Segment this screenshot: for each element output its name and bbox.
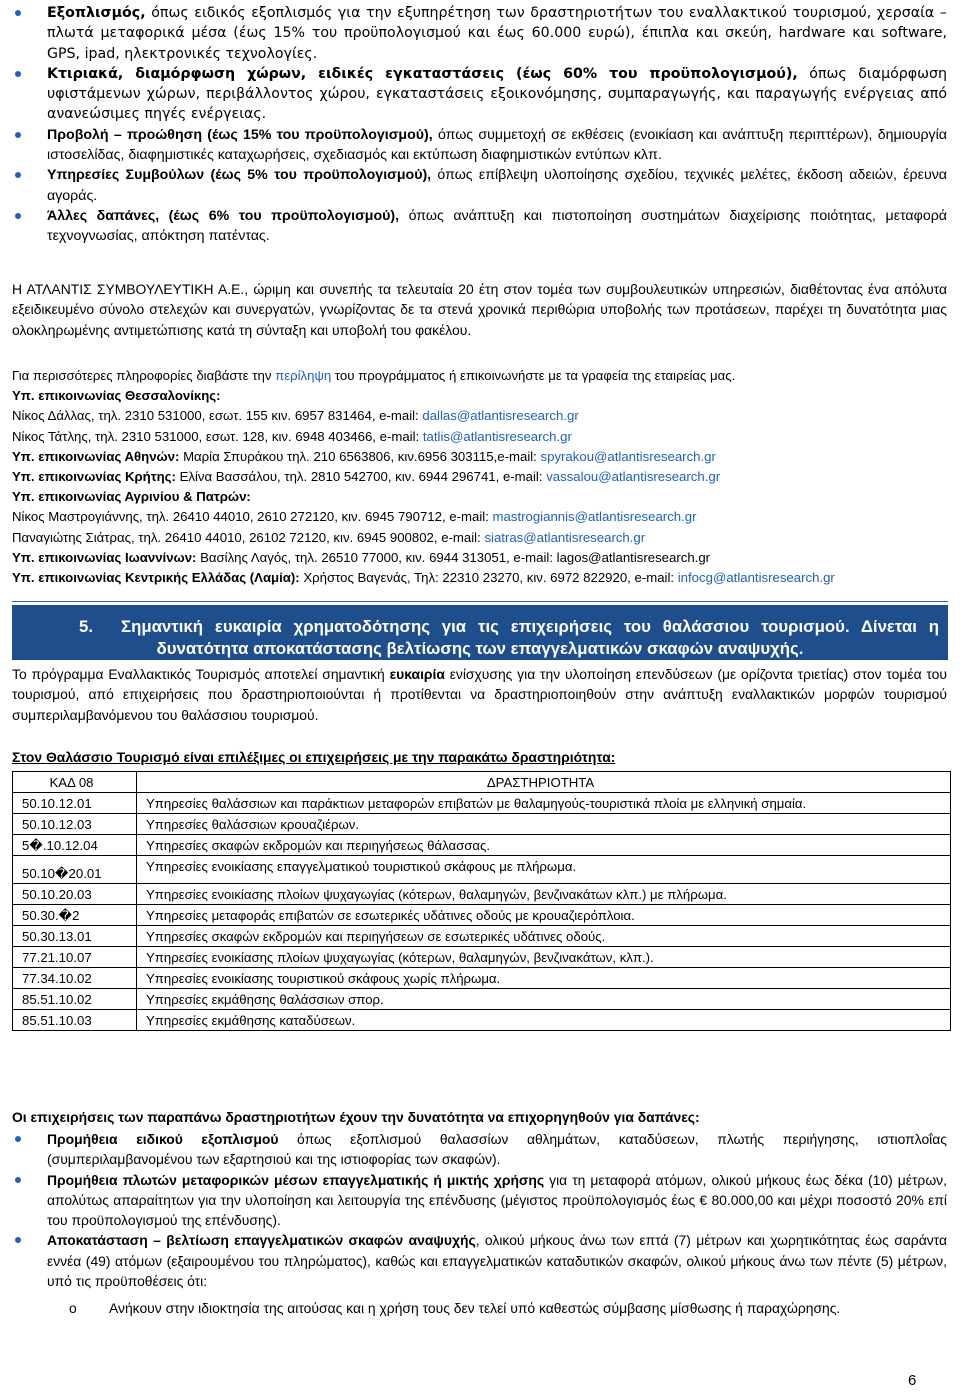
desc-cell: Υπηρεσίες ενοικίασης τουριστικού σκάφους χωρίς πλήρωμα.: [137, 968, 951, 989]
program-paragraph: Το πρόγραμμα Εναλλακτικός Τουρισμός αποτελεί σημαντική ευκαιρία ενίσχυσης για την υλοποίηση επενδύσεων (με ορίζοντα τριετίας) στον τομέα του τουρισμού, από επιχειρήσεις που δραστηριοποιούνται ή προτίθενται να δραστηριοποιηθούν στην ανάπτυξη εναλλακτικών μορφών τουρισμού συμπεριλαμβανόμενου του θαλάσσιου τουρισμού.: [12, 666, 948, 723]
list-item: Άλλες δαπάνες, (έως 6% του προϋπολογισμού), όπως ανάπτυξη και πιστοποίηση συστημάτων διαχείρισης ποιότητας, μεταφορά τεχνογνωσίας, απόκτηση πατέντας.: [0, 206, 947, 247]
contact-line: Νίκος Μαστρογιάννης, τηλ. 26410 44010, 2610 272120, κιν. 6945 790712, e-mail: mastrogiannis@atlantisresearch.gr: [12, 509, 697, 525]
code-cell: 85.51.10.03: [13, 1010, 137, 1031]
header-cell: ΔΡΑΣΤΗΡΙΟΤΗΤΑ: [137, 772, 951, 793]
table-row: [13, 1010, 951, 1031]
table-row: [13, 856, 951, 884]
desc-cell: Υπηρεσίες μεταφοράς επιβατών σε εσωτερικές υδάτινες οδούς με κρουαζιερόπλοια.: [137, 905, 951, 926]
code-cell: 77.34.10.02: [13, 968, 137, 989]
table-row: [13, 793, 951, 814]
email-link[interactable]: siatras@atlantisresearch.gr: [484, 529, 646, 545]
list-item: Προβολή – προώθηση (έως 15% του προϋπολογισμού), όπως συμμετοχή σε εκθέσεις (ενοικίαση και ανάπτυξη περιπτέρων), δημιουργία ιστοσελίδας, διαφημιστικές καταχωρήσεις, σχεδιασμός και εκτύπωση διαφημιστικών εντύπων κλπ.: [0, 125, 947, 166]
code-cell: 50.30.�2: [13, 905, 137, 926]
email-link[interactable]: infocg@atlantisresearch.gr: [677, 570, 835, 586]
desc-cell: Υπηρεσίες ενοικίασης επαγγελματικού τουριστικού σκάφους με πλήρωμα.: [137, 856, 951, 884]
section-title-line2: δυνατότητα αποκατάστασης βελτίωσης των επαγγελματικών σκαφών αναψυχής.: [156, 639, 804, 658]
contact-label: Υπ. επικοινωνίας Θεσσαλονίκης:: [12, 388, 221, 404]
table-row: [13, 884, 951, 905]
activities-heading: Στον Θαλάσσιο Τουρισμό είναι επιλέξιμες οι επιχειρήσεις με την παρακάτω δραστηριότητα:: [12, 749, 616, 765]
desc-cell: Υπηρεσίες ενοικίασης πλοίων ψυχαγωγίας (κότερων, θαλαμηγών, βενζινακάτων, κλπ.).: [137, 947, 951, 968]
desc-cell: Υπηρεσίες εκμάθησης θαλάσσιων σπορ.: [137, 989, 951, 1010]
contact-label: Υπ. επικοινωνίας Αγρινίου & Πατρών:: [12, 489, 251, 505]
page-number: 6: [908, 1372, 917, 1389]
list-item: Κτιριακά, διαμόρφωση χώρων, ειδικές εγκαταστάσεις (έως 60% του προϋπολογισμού), όπως διαμόρφωση υφιστάμενων χώρων, περιβάλλοντος χώρου, εγκαταστάσεις εξοικονόμησης, συμπαραγωγής, και παραγωγής ενέργειας από ανανεώσιμες πηγές ενέργειας.: [0, 64, 947, 125]
contact-line: Υπ. επικοινωνίας Αθηνών: Μαρία Σπυράκου τηλ. 210 6563806, κιν.6956 303115,e-mail: spyrakou@atlantisresearch.gr: [12, 448, 716, 464]
desc-cell: Υπηρεσίες σκαφών εκδρομών και περιηγήσεως θάλασσας.: [137, 835, 951, 856]
section-banner: [12, 605, 948, 660]
list-item: Εξοπλισμός, όπως ειδικός εξοπλισμός για την εξυπηρέτηση των δραστηριοτήτων του εναλλακτικού τουρισμού, χερσαία – πλωτά μεταφορικά μέσα (έως 15% του προϋπολογισμού και έως 60.000 ευρώ), έπιπλα και σκεύη, hardware και software, GPS, ipad, ηλεκτρονικές τεχνολογίες.: [0, 3, 947, 64]
code-cell: 77.21.10.07: [13, 947, 137, 968]
summary-link[interactable]: περίληψη: [275, 368, 332, 383]
code-cell: 50.10.12.01: [13, 793, 137, 814]
activity-table: [12, 771, 951, 1031]
code-cell: 50.30.13.01: [13, 926, 137, 947]
contact-line: Υπ. επικοινωνίας Ιωαννίνων: Βασίλης Λαγός, τηλ. 26510 77000, κιν. 6944 313051, e-mail: lagos@atlantisresearch.gr: [12, 549, 711, 565]
table-row: [13, 926, 951, 947]
code-cell: 50.10.12.03: [13, 814, 137, 835]
email-link[interactable]: mastrogiannis@atlantisresearch.gr: [492, 509, 697, 525]
header-cell: ΚΑΔ 08: [13, 772, 137, 793]
table-row: [13, 905, 951, 926]
table-row: [13, 968, 951, 989]
section-number: 5.: [79, 617, 93, 636]
section-title-line1: Σημαντική ευκαιρία χρηματοδότησης για τις επιχειρήσεις του θαλάσσιου τουρισμού. Δίνεται η: [121, 617, 939, 636]
code-cell: 85.51.10.02: [13, 989, 137, 1010]
list-item: Αποκατάσταση – βελτίωση επαγγελματικών σκαφών αναψυχής, ολικού μήκους άνω των επτά (7) μέτρων και χωρητικότητας έως σαράντα εννέα (49) ατόμων (εξαιρουμένου του πληρώματος), καθώς και επαγγελματικών καταδυτικών σκαφών, ολικού μήκους άνω των πέντε (5) μέτρων, υπό τις προϋποθέσεις ότι:: [0, 1230, 947, 1291]
contact-line: Υπ. επικοινωνίας Κρήτης: Ελίνα Βασσάλου, τηλ. 2810 542700, κιν. 6944 296741, e-mail: vassalou@atlantisresearch.gr: [12, 469, 721, 485]
expenses-list: [0, 1129, 947, 1291]
code-cell: 5�.10.12.04: [13, 835, 137, 856]
contact-line: Παναγιώτης Σιάτρας, τηλ. 26410 44010, 26102 72120, κιν. 6945 900802, e-mail: siatras@atlantisresearch.gr: [12, 529, 646, 545]
list-item: Προμήθεια πλωτών μεταφορικών μέσων επαγγελματικής ή μικτής χρήσης για τη μεταφορά ατόμων, ολικού μήκους έως δέκα (10) μέτρων, απολύτως απαραίτητων για την υλοποίηση και λειτουργία της επένδυσης (μέγιστος προϋπολογισμός έως € 80.000,00 και μέχρι ποσοστό 20% επί του προϋπολογισμού της επένδυσης).: [0, 1170, 947, 1231]
desc-cell: Υπηρεσίες θαλάσσιων και παράκτιων μεταφορών επιβατών με θαλαμηγούς-τουριστικά πλοία με ελληνική σημαία.: [137, 793, 951, 814]
desc-cell: Υπηρεσίες ενοικίασης πλοίων ψυχαγωγίας (κότερων, θαλαμηγών, βενζινακάτων κλπ.) με πλήρωμα.: [137, 884, 951, 905]
email-link[interactable]: vassalou@atlantisresearch.gr: [546, 469, 721, 485]
atlantis-paragraph: Η ΑΤΛΑΝΤΙΣ ΣΥΜΒΟΥΛΕΥΤΙΚΗ Α.Ε., ώριμη και συνεπής τα τελευταία 20 έτη στον τομέα των συμβουλευτικών υπηρεσιών, διαθέτοντας ένα απόλυτα εξειδικευμένο σύνολο στελεχών και συνεργατών, γνωρίζοντας δε τα στενά χρονικά περιθώρια υποβολής των προτάσεων, παρέχει τη δυνατότητα μιας ολοκληρωμένης αντιμετώπισης κατά τη σύνταξη και υποβολή του φακέλου.: [12, 281, 947, 338]
table-row: [13, 835, 951, 856]
eligible-costs-list: [0, 3, 947, 247]
contact-line: Υπ. επικοινωνίας Κεντρικής Ελλάδας (Λαμία): Χρήστος Βαγενάς, Τηλ: 22310 23270, κιν. 6972 822920, e-mail: infocg@atlantisresearch.gr: [12, 570, 835, 586]
table-row: [13, 814, 951, 835]
list-item: Υπηρεσίες Συμβούλων (έως 5% του προϋπολογισμού), όπως επίβλεψη υλοποίησης σχεδίου, τεχνικές μελέτες, έκδοση αδειών, έρευνα αγοράς.: [0, 165, 947, 206]
section-divider: [12, 601, 948, 602]
contact-line: Νίκος Τάτλης, τηλ. 2310 531000, εσωτ. 128, κιν. 6948 403466, e-mail: tatlis@atlantisresearch.gr: [12, 428, 572, 444]
contact-line: Νίκος Δάλλας, τηλ. 2310 531000, εσωτ. 155 κιν. 6957 831464, e-mail: dallas@atlantisresearch.gr: [12, 408, 579, 424]
sub-bullet-text: Ανήκουν στην ιδιοκτησία της αιτούσας και η χρήση τους δεν τελεί υπό καθεστώς σύμβασης μίσθωσης ή παραχώρησης.: [109, 1300, 841, 1316]
table-row: [13, 947, 951, 968]
info-line: Για περισσότερες πληροφορίες διαβάστε την περίληψη του προγράμματος ή επικοινωνήστε με τα γραφεία της εταιρείας μας.: [12, 368, 736, 383]
email-link[interactable]: dallas@atlantisresearch.gr: [422, 408, 579, 424]
contacts-block: [12, 366, 947, 588]
email-link[interactable]: spyrakou@atlantisresearch.gr: [540, 448, 716, 464]
table-row: [13, 989, 951, 1010]
code-cell: 50.10�20.01: [13, 856, 137, 884]
expenses-heading: Οι επιχειρήσεις των παραπάνω δραστηριοτήτων έχουν την δυνατότητα να επιχορηγηθούν για δαπάνες:: [12, 1109, 700, 1125]
desc-cell: Υπηρεσίες θαλάσσιων κρουαζιέρων.: [137, 814, 951, 835]
email-link[interactable]: tatlis@atlantisresearch.gr: [422, 428, 572, 444]
list-item: Προμήθεια ειδικού εξοπλισμού όπως εξοπλισμού θαλασσίων αθλημάτων, καταδύσεων, πλωτής περιήγησης, ιστιοπλοΐας (συμπεριλαμβανομένου των εξαρτησιού και της ιστιοφορίας των σκαφών).: [0, 1129, 947, 1170]
desc-cell: Υπηρεσίες εκμάθησης καταδύσεων.: [137, 1010, 951, 1031]
desc-cell: Υπηρεσίες σκαφών εκδρομών και περιηγήσεων σε εσωτερικές υδάτινες οδούς.: [137, 926, 951, 947]
sub-bullet-marker: o: [69, 1300, 77, 1316]
code-cell: 50.10.20.03: [13, 884, 137, 905]
table-header-row: [13, 772, 951, 793]
